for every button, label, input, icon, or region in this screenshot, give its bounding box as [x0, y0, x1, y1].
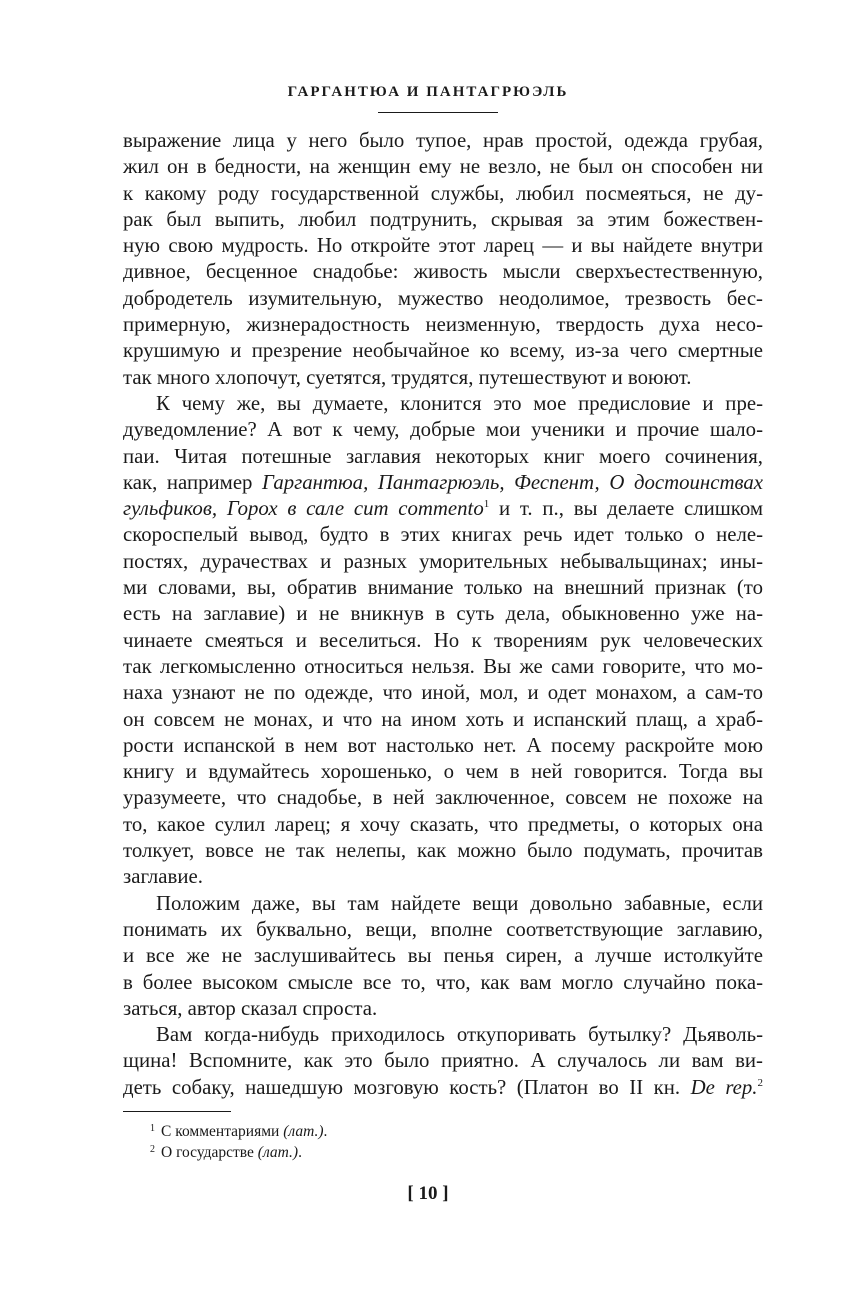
text-line: так много хлопочут, суетятся, трудятся, путешествуют и воюют. — [123, 365, 692, 389]
footnote-mark: 1 — [150, 1123, 155, 1134]
text-line: понимать их буквально, вещи, вполне соответствующие заглавию, — [123, 917, 763, 941]
footnote-ref: 2 — [757, 1076, 763, 1089]
text-line: Положим даже, вы там найдете вещи довольно забавные, если — [156, 891, 763, 915]
text-line: паи. Читая потешные заглавия некоторых книг моего сочинения, — [123, 444, 763, 468]
italic-title: Гаргантюа, Пантагрюэль, Феспент, О достоинствах — [262, 470, 763, 494]
text-line: щина! Вспомните, как это было приятно. А случалось ли вам ви- — [123, 1049, 763, 1073]
italic-title: De rep. — [690, 1075, 758, 1099]
footnote-mark: 2 — [150, 1144, 155, 1155]
text-line: как, например Гаргантюа, Пантагрюэль, Феспент, О достоинствах — [123, 470, 763, 494]
running-head-rule — [378, 112, 498, 113]
text-line: чинаете смеяться и веселиться. Но к творениям рук человеческих — [123, 628, 763, 652]
text-line: ную свою мудрость. Но откройте этот ларец — и вы найдете внутри — [123, 234, 763, 258]
italic-title: гульфиков, Горох в сале cum commento — [123, 497, 484, 521]
text-line: постях, дурачествах и разных уморительных небывальщинах; ины- — [123, 549, 763, 573]
text-line: заться, автор сказал спроста. — [123, 996, 378, 1020]
footnote-rule — [123, 1111, 231, 1112]
text-line: и все же не заслушивайтесь вы пенья сирен, а лучше истолкуйте — [123, 944, 763, 968]
text-line: к какому роду государственной службы, любил посмеяться, не ду- — [123, 181, 763, 205]
text-line: ми словами, вы, обратив внимание только на внешний признак (то — [123, 576, 763, 600]
text-line: есть на заглавие) и не вникнув в суть дела, обыкновенно уже на- — [123, 602, 763, 626]
text-line: жил он в бедности, на женщин ему не везло, не был он способен ни — [123, 155, 763, 179]
text-line: гульфиков, Горох в сале cum commento$^1$ и т. п., вы делаете слишком — [123, 497, 763, 521]
text-line: Вам когда-нибудь приходилось откупоривать бутылку? Дьяволь- — [156, 1023, 763, 1047]
text-line: уразумеете, что снадобье, в ней заключенное, совсем не похоже на — [123, 786, 763, 810]
text-line: деть собаку, нашедшую мозговую кость? (Платон во II кн. De rep.$^2$ — [123, 1075, 763, 1099]
text-line: дивное, бесценное снадобье: живость мысли сверхъестественную, — [123, 260, 763, 284]
text-line: К чему же, вы думаете, клонится это мое предисловие и пре- — [156, 391, 763, 415]
text-line: крушимую и презрение необычайное ко всему, из-за чего смертные — [123, 339, 763, 363]
page-number: [ 10 ] — [407, 1183, 449, 1204]
text-line: он совсем не монах, и что на ином хоть и испанский плащ, а храб- — [123, 707, 763, 731]
footnote-ref: 1 — [483, 498, 490, 511]
text-line: то, какое сулил ларец; я хочу сказать, что предметы, о которых она — [123, 812, 763, 836]
text-line: наха узнают не по одежде, что иной, мол, и одет монахом, а сам-то — [123, 681, 763, 705]
text-line: рак был выпить, любил подтрунить, скрывая за этим божествен- — [123, 207, 763, 231]
text-line: в более высоком смысле все то, что, как вам могло случайно пока- — [123, 970, 763, 994]
body-text — [123, 128, 763, 1101]
text-line: рости испанской в нем вот настолько нет. А посему раскройте мою — [123, 733, 763, 757]
text-line: толкует, вовсе не так нелепы, как можно было подумать, прочитав — [123, 839, 763, 863]
text-line: так легкомысленно относиться нельзя. Вы же сами говорите, что мо- — [123, 654, 763, 678]
footnote: $^2$ О государстве (лат.). — [150, 1144, 302, 1161]
text-line: заглавие. — [123, 865, 203, 889]
text-line: примерную, жизнерадостность неизменную, твердость духа несо- — [123, 313, 763, 337]
footnote: $^1$ С комментариями (лат.). — [150, 1123, 328, 1140]
text-line: скороспелый вывод, будто в этих книгах речь идет только о неле- — [123, 523, 763, 547]
running-head: ГАРГАНТЮА И ПАНТАГРЮЭЛЬ — [287, 84, 569, 100]
text-line: выражение лица у него было тупое, нрав простой, одежда грубая, — [123, 129, 763, 152]
text-line: книгу и вдумайтесь хорошенько, о чем в ней говорится. Тогда вы — [123, 760, 763, 784]
text-line: дуведомление? А вот к чему, добрые мои ученики и прочие шало- — [123, 418, 763, 442]
text-line: добродетель изумительную, мужество неодолимое, трезвость бес- — [123, 286, 763, 310]
footnotes — [150, 1121, 760, 1163]
